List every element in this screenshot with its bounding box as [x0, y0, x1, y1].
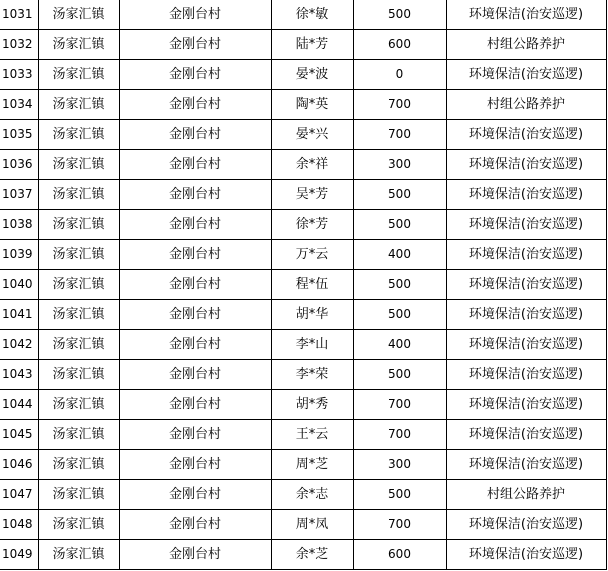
table-row: [0, 360, 606, 390]
amount-cell: 700: [353, 510, 446, 540]
post-type-cell: 环境保洁(治安巡逻): [446, 450, 606, 480]
town-cell: 汤家汇镇: [38, 150, 119, 180]
row-number-cell: 1042: [0, 330, 38, 360]
village-cell: 金刚台村: [119, 120, 271, 150]
amount-cell: 500: [353, 210, 446, 240]
town-cell: 汤家汇镇: [38, 510, 119, 540]
row-number-cell: 1036: [0, 150, 38, 180]
table-row: [0, 0, 606, 30]
amount-cell: 0: [353, 60, 446, 90]
post-type-cell: 村组公路养护: [446, 480, 606, 510]
town-cell: 汤家汇镇: [38, 120, 119, 150]
post-type-cell: 村组公路养护: [446, 90, 606, 120]
row-number-cell: 1041: [0, 300, 38, 330]
row-number-cell: 1034: [0, 90, 38, 120]
town-cell: 汤家汇镇: [38, 180, 119, 210]
village-cell: 金刚台村: [119, 480, 271, 510]
town-cell: 汤家汇镇: [38, 330, 119, 360]
post-type-cell: 环境保洁(治安巡逻): [446, 150, 606, 180]
town-cell: 汤家汇镇: [38, 540, 119, 570]
person-name-cell: 胡*华: [271, 300, 353, 330]
table-row: [0, 300, 606, 330]
table-row: [0, 450, 606, 480]
table-row: [0, 330, 606, 360]
row-number-cell: 1032: [0, 30, 38, 60]
amount-cell: 400: [353, 330, 446, 360]
village-cell: 金刚台村: [119, 180, 271, 210]
amount-cell: 500: [353, 0, 446, 30]
person-name-cell: 晏*兴: [271, 120, 353, 150]
amount-cell: 500: [353, 180, 446, 210]
person-name-cell: 吴*芳: [271, 180, 353, 210]
person-name-cell: 程*伍: [271, 270, 353, 300]
village-cell: 金刚台村: [119, 360, 271, 390]
person-name-cell: 晏*波: [271, 60, 353, 90]
person-name-cell: 陆*芳: [271, 30, 353, 60]
town-cell: 汤家汇镇: [38, 240, 119, 270]
row-number-cell: 1033: [0, 60, 38, 90]
amount-cell: 500: [353, 300, 446, 330]
row-number-cell: 1038: [0, 210, 38, 240]
amount-cell: 700: [353, 120, 446, 150]
post-type-cell: 环境保洁(治安巡逻): [446, 390, 606, 420]
village-cell: 金刚台村: [119, 240, 271, 270]
table-row: [0, 90, 606, 120]
village-cell: 金刚台村: [119, 540, 271, 570]
post-type-cell: 环境保洁(治安巡逻): [446, 300, 606, 330]
town-cell: 汤家汇镇: [38, 30, 119, 60]
village-cell: 金刚台村: [119, 150, 271, 180]
row-number-cell: 1039: [0, 240, 38, 270]
person-name-cell: 陶*英: [271, 90, 353, 120]
village-cell: 金刚台村: [119, 510, 271, 540]
person-name-cell: 周*凤: [271, 510, 353, 540]
amount-cell: 300: [353, 450, 446, 480]
town-cell: 汤家汇镇: [38, 420, 119, 450]
person-name-cell: 余*志: [271, 480, 353, 510]
table-row: [0, 270, 606, 300]
town-cell: 汤家汇镇: [38, 300, 119, 330]
amount-cell: 500: [353, 360, 446, 390]
village-cell: 金刚台村: [119, 30, 271, 60]
row-number-cell: 1049: [0, 540, 38, 570]
town-cell: 汤家汇镇: [38, 270, 119, 300]
village-cell: 金刚台村: [119, 210, 271, 240]
village-cell: 金刚台村: [119, 270, 271, 300]
row-number-cell: 1043: [0, 360, 38, 390]
amount-cell: 700: [353, 420, 446, 450]
post-type-cell: 环境保洁(治安巡逻): [446, 360, 606, 390]
person-name-cell: 李*山: [271, 330, 353, 360]
post-type-cell: 环境保洁(治安巡逻): [446, 420, 606, 450]
person-name-cell: 李*荣: [271, 360, 353, 390]
post-type-cell: 环境保洁(治安巡逻): [446, 330, 606, 360]
person-name-cell: 徐*芳: [271, 210, 353, 240]
person-name-cell: 余*祥: [271, 150, 353, 180]
table-row: [0, 180, 606, 210]
person-name-cell: 周*芝: [271, 450, 353, 480]
town-cell: 汤家汇镇: [38, 90, 119, 120]
table-row: [0, 150, 606, 180]
row-number-cell: 1031: [0, 0, 38, 30]
amount-cell: 300: [353, 150, 446, 180]
town-cell: 汤家汇镇: [38, 0, 119, 30]
row-number-cell: 1045: [0, 420, 38, 450]
table-row: [0, 120, 606, 150]
post-type-cell: 环境保洁(治安巡逻): [446, 270, 606, 300]
row-number-cell: 1037: [0, 180, 38, 210]
person-name-cell: 徐*敏: [271, 0, 353, 30]
amount-cell: 400: [353, 240, 446, 270]
amount-cell: 500: [353, 270, 446, 300]
person-name-cell: 胡*秀: [271, 390, 353, 420]
village-cell: 金刚台村: [119, 300, 271, 330]
post-type-cell: 环境保洁(治安巡逻): [446, 540, 606, 570]
village-cell: 金刚台村: [119, 450, 271, 480]
person-name-cell: 王*云: [271, 420, 353, 450]
amount-cell: 700: [353, 390, 446, 420]
town-cell: 汤家汇镇: [38, 360, 119, 390]
post-type-cell: 环境保洁(治安巡逻): [446, 60, 606, 90]
person-name-cell: 万*云: [271, 240, 353, 270]
post-type-cell: 村组公路养护: [446, 30, 606, 60]
town-cell: 汤家汇镇: [38, 390, 119, 420]
village-cell: 金刚台村: [119, 330, 271, 360]
row-number-cell: 1040: [0, 270, 38, 300]
row-number-cell: 1044: [0, 390, 38, 420]
table-row: [0, 540, 606, 570]
post-type-cell: 环境保洁(治安巡逻): [446, 0, 606, 30]
town-cell: 汤家汇镇: [38, 450, 119, 480]
table-row: [0, 60, 606, 90]
table-row: [0, 390, 606, 420]
amount-cell: 600: [353, 540, 446, 570]
town-cell: 汤家汇镇: [38, 60, 119, 90]
row-number-cell: 1046: [0, 450, 38, 480]
post-type-cell: 环境保洁(治安巡逻): [446, 210, 606, 240]
village-cell: 金刚台村: [119, 420, 271, 450]
amount-cell: 500: [353, 480, 446, 510]
village-cell: 金刚台村: [119, 0, 271, 30]
row-number-cell: 1047: [0, 480, 38, 510]
town-cell: 汤家汇镇: [38, 210, 119, 240]
row-number-cell: 1048: [0, 510, 38, 540]
amount-cell: 700: [353, 90, 446, 120]
post-type-cell: 环境保洁(治安巡逻): [446, 180, 606, 210]
table-row: [0, 480, 606, 510]
row-number-cell: 1035: [0, 120, 38, 150]
village-cell: 金刚台村: [119, 90, 271, 120]
town-cell: 汤家汇镇: [38, 480, 119, 510]
table-row: [0, 240, 606, 270]
table-row: [0, 210, 606, 240]
table-row: [0, 510, 606, 540]
post-type-cell: 环境保洁(治安巡逻): [446, 510, 606, 540]
post-type-cell: 环境保洁(治安巡逻): [446, 240, 606, 270]
amount-cell: 600: [353, 30, 446, 60]
village-cell: 金刚台村: [119, 390, 271, 420]
table-row: [0, 420, 606, 450]
village-cell: 金刚台村: [119, 60, 271, 90]
post-type-cell: 环境保洁(治安巡逻): [446, 120, 606, 150]
person-name-cell: 余*芝: [271, 540, 353, 570]
table-row: [0, 30, 606, 60]
